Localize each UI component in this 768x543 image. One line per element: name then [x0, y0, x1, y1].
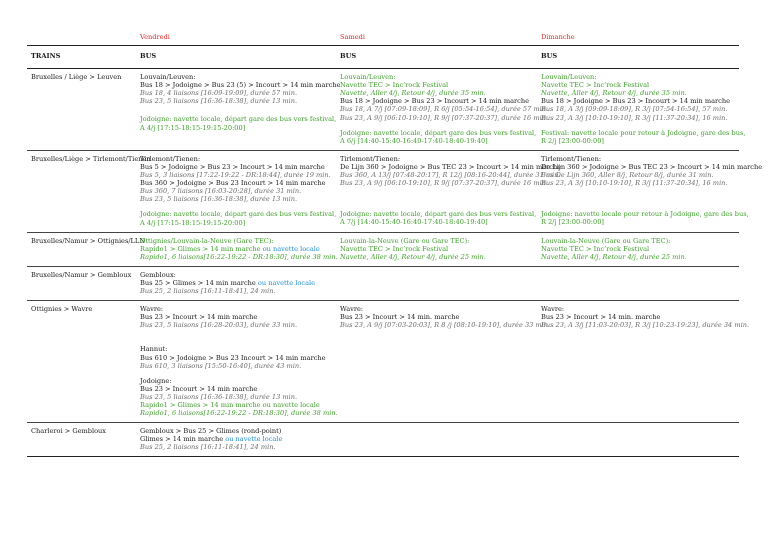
line: Jodoigne: navette locale pour retour à Jodoigne, gare des bus,: [541, 210, 749, 219]
table-row: [27, 423, 739, 457]
line: Bus 25, 2 liaisons [16:11-18:41], 24 min.: [140, 287, 276, 296]
local-shuttle-note: ou navette locale: [225, 435, 283, 444]
line: Bus 360 > Jodoigne > Bus 23 Incourt > 14 min marche: [140, 179, 326, 188]
line: Wavre:: [541, 305, 565, 314]
line: De Lijn 360 > Jodoigne > Bus TEC 23 > Incourt > 14 min marche: [340, 162, 562, 171]
empty-header-cell: [27, 27, 136, 46]
sunday-cell: [537, 232, 739, 266]
line: Bus 18 > Jodoigne > Bus 23 > Incourt > 14 min marche: [541, 97, 731, 106]
days-header-row: [27, 27, 739, 46]
line: Bus 23, 5 liaisons [16:36-18:38], durée 13 min.: [140, 195, 298, 204]
line: R 2/j [23:00-00:00]: [541, 136, 604, 145]
line: Navette, Aller 4/j, Retour 4/j, durée 35 min.: [340, 89, 486, 98]
line: R 2/j [23:00-00:00]: [541, 218, 604, 227]
sunday-cell: [537, 301, 750, 423]
line: Bus 5, 3 liaisons [17:22-19:22 - DR:18:44], durée 19 min.: [140, 171, 331, 180]
line: Jodoigne: navette locale, départ gare des bus vers festival,: [340, 210, 537, 219]
line: Navette TEC > Inc’rock Festival: [340, 244, 449, 253]
line-part: Glimes > 14 min marche: [140, 435, 226, 444]
line: Navette, Aller 4/j, Retour 4/j, durée 35 min.: [541, 89, 687, 98]
sunday-cell: [537, 423, 739, 457]
line: Festival: navette locale pour retour à Jodoigne, gare des bus,: [541, 128, 746, 137]
line: Louvain-la-Neuve (Gare ou Gare TEC):: [541, 236, 671, 245]
table-row: [27, 69, 739, 151]
friday-cell: [136, 266, 336, 300]
saturday-cell: [336, 266, 537, 300]
local-shuttle-note: ou navette locale: [262, 244, 320, 253]
line: Louvain/Leuven:: [541, 73, 597, 82]
line: A 4/j [17:15-18:15-19:15-20:00]: [140, 123, 246, 132]
line: Bus 5 > Jodoigne > Bus 23 > Incourt > 14 min marche: [140, 162, 325, 171]
line: Jodoigne: navette locale, départ gare des bus vers festival,: [340, 128, 537, 137]
day-saturday: Samedi: [340, 33, 365, 41]
line: Rapido1 > Glimes > 14 min marche ou navette locale: [140, 401, 320, 409]
line: Tirlemont/Tienen:: [340, 154, 401, 163]
line: Louvain/Leuven:: [140, 73, 196, 82]
route-label: Charleroi > Gembloux: [31, 427, 107, 436]
route-label: Ottignies > Wavre: [31, 305, 93, 314]
line: Bus 23, 5 liaisons [16:36-18:38], durée 13 min.: [140, 97, 298, 106]
line-part: Rapido1 > Glimes > 14 min marche: [140, 244, 263, 253]
line: Bus 360, 7 liaisons [16:03-20:28], durée 31 min.: [140, 187, 302, 196]
line: Bus 23, 5 liaisons [16:28-20:03], durée 33 min.: [140, 321, 298, 330]
trains-header: TRAINS: [31, 52, 61, 60]
bus-header-sunday: BUS: [541, 52, 558, 60]
line: Gembloux > Bus 25 > Glimes (rond-point): [140, 427, 282, 436]
day-friday: Vendredi: [140, 33, 170, 41]
line: Bus 23, A 3/j [10:10-19:10], R 3/j [11:37-20:34], 16 min.: [541, 179, 728, 188]
line: Wavre:: [140, 305, 164, 314]
line: Rapido1, 6 liaisons[16:22-19:22 - DR:18:30], durée 38 min.: [140, 409, 338, 418]
line: Bus 25, 2 liaisons [16:11-18:41], 24 min.: [140, 443, 276, 452]
line: Jodoigne: navette locale, départ gare des bus vers festival,: [140, 115, 337, 124]
line: Jodoigne: navette locale, départ gare des bus vers festival,: [140, 210, 337, 219]
route-label: Bruxelles/Liège > Tirlemont/Tienen: [31, 154, 151, 163]
transport-table: [27, 27, 763, 457]
route-label: Bruxelles / Liège > Leuven: [31, 73, 122, 82]
table-row: [27, 301, 739, 423]
friday-cell: [136, 301, 336, 423]
local-shuttle-note: ou navette locale: [257, 278, 316, 287]
line: Bus 610 > Jodoigne > Bus 23 Incourt > 14 min marche: [140, 353, 326, 362]
line: Bus 23, A 3/j [11:03-20:03], R 3/j [10:23-19:23], durée 34 min.: [541, 321, 750, 330]
line: De Lijn 360 > Jodoigne > Bus TEC 23 > Incourt > 14 min marche: [541, 162, 763, 171]
line: Jodoigne:: [140, 376, 172, 385]
line: Louvain-la-Neuve (Gare ou Gare TEC):: [340, 236, 470, 245]
line: Bus 23 > Incourt > 14 min marche: [140, 384, 258, 393]
line: Bus 610, 3 liaisons [15:50-16:40], durée 43 min.: [140, 361, 302, 370]
line: [140, 245, 332, 253]
line: [140, 279, 332, 287]
schedule-page: [27, 27, 763, 457]
bus-header-saturday: BUS: [340, 52, 357, 60]
saturday-cell: [336, 150, 562, 232]
line: Bus 23, A 9/j [06:10-19:10], R 9/j [07:37-20:37], durée 16 min.: [340, 113, 549, 122]
line: Bus 23, A 3/j [10:10-19:10], R 3/j [11:37-20:34], 16 min.: [541, 113, 728, 122]
route-label: Bruxelles/Namur > Gembloux: [31, 270, 132, 279]
line: Bus 23, 5 liaisons [16:36-18:38], durée 13 min.: [140, 392, 298, 401]
sunday-cell: [537, 266, 739, 300]
line: Bus 23 > Incourt > 14 min. marche: [340, 313, 460, 322]
friday-cell: [136, 150, 336, 232]
saturday-cell: [336, 232, 537, 266]
line: Ottignies/Louvain-la-Neuve (Gare TEC):: [140, 236, 274, 245]
friday-cell: [136, 69, 341, 151]
friday-cell: [136, 423, 336, 457]
saturday-cell: [336, 423, 537, 457]
line: Gembloux:: [140, 270, 176, 279]
line: [140, 435, 332, 443]
line: Tirlemont/Tienen:: [541, 154, 602, 163]
day-sunday: Dimanche: [541, 33, 575, 41]
friday-cell: [136, 232, 336, 266]
line: Bus 18, A 3/j [09:09-18:09], R 3/j [07:54-16:54], 57 min.: [541, 105, 728, 114]
line: Louvain/Leuven:: [340, 73, 396, 82]
line: A 7/j [14:40-15:40-16:40-17:40-18:40-19:40]: [340, 218, 488, 227]
line: A 6/j [14:40-15:40-16:40-17:40-18:40-19:40]: [340, 136, 488, 145]
line: Hannut:: [140, 345, 168, 354]
line: Bus 23 > Incourt > 14 min marche: [140, 313, 258, 322]
line: Wavre:: [340, 305, 364, 314]
table-row: [27, 266, 739, 300]
bus-header-friday: BUS: [140, 52, 157, 60]
line: Bus 18, 4 liaisons [16:09-19:09], durée 57 min.: [140, 89, 298, 98]
line: Bus 360, A 13/j [07:48-20:17], R 12/j [08:16-20:44], durée 31 min.: [340, 171, 561, 180]
table-row: [27, 232, 739, 266]
line: Bus 18 > Jodoigne > Bus 23 > Incourt > 14 min marche: [340, 97, 530, 106]
line: Bus 23, A 9/j [06:10-19:10], R 9/j [07:37-20:37], durée 16 min.: [340, 179, 549, 188]
line: A 4/j [17:15-18:15-19:15-20:00]: [140, 218, 246, 227]
sunday-cell: [537, 150, 763, 232]
line: Bus 18, A 7/j [07:09-18:09], R 6/j [05:54-16:54], durée 57 min.: [340, 105, 549, 114]
saturday-cell: [336, 69, 549, 151]
saturday-cell: [336, 301, 551, 423]
line: Bus 23 > Incourt > 14 min. marche: [541, 313, 661, 322]
mode-header-row: [27, 46, 739, 69]
line: Bus 23, A 9/j [07:03-20:03], R 8 /j [08:10-19:10], durée 33 min.: [340, 321, 551, 330]
table-row: [27, 150, 739, 232]
line: Rapido1, 6 liaisons[16:22-19:22 - DR:18:30], durée 38 min.: [140, 252, 338, 261]
sunday-cell: [537, 69, 746, 151]
line: Navette TEC > Inc’rock Festival: [541, 81, 650, 90]
line: Bus De Lijn 360, Aller 8/j, Retour 8/j, durée 31 min.: [541, 171, 714, 180]
line: Navette TEC > Inc’rock Festival: [541, 244, 650, 253]
line: Navette, Aller 4/j, Retour 4/j, durée 25 min.: [340, 252, 486, 261]
line: Bus 18 > Jodoigne > Bus 23 (5) > Incourt > 14 min marche: [140, 81, 341, 90]
line: Navette, Aller 4/j, Retour 4/j, durée 25 min.: [541, 252, 687, 261]
route-label: Bruxelles/Namur > Ottignies/LLN: [31, 236, 146, 245]
line: Tirlemont/Tienen:: [140, 154, 201, 163]
line-part: Bus 25 > Glimes > 14 min marche: [140, 278, 258, 287]
line: Navette TEC > Inc’rock Festival: [340, 81, 449, 90]
